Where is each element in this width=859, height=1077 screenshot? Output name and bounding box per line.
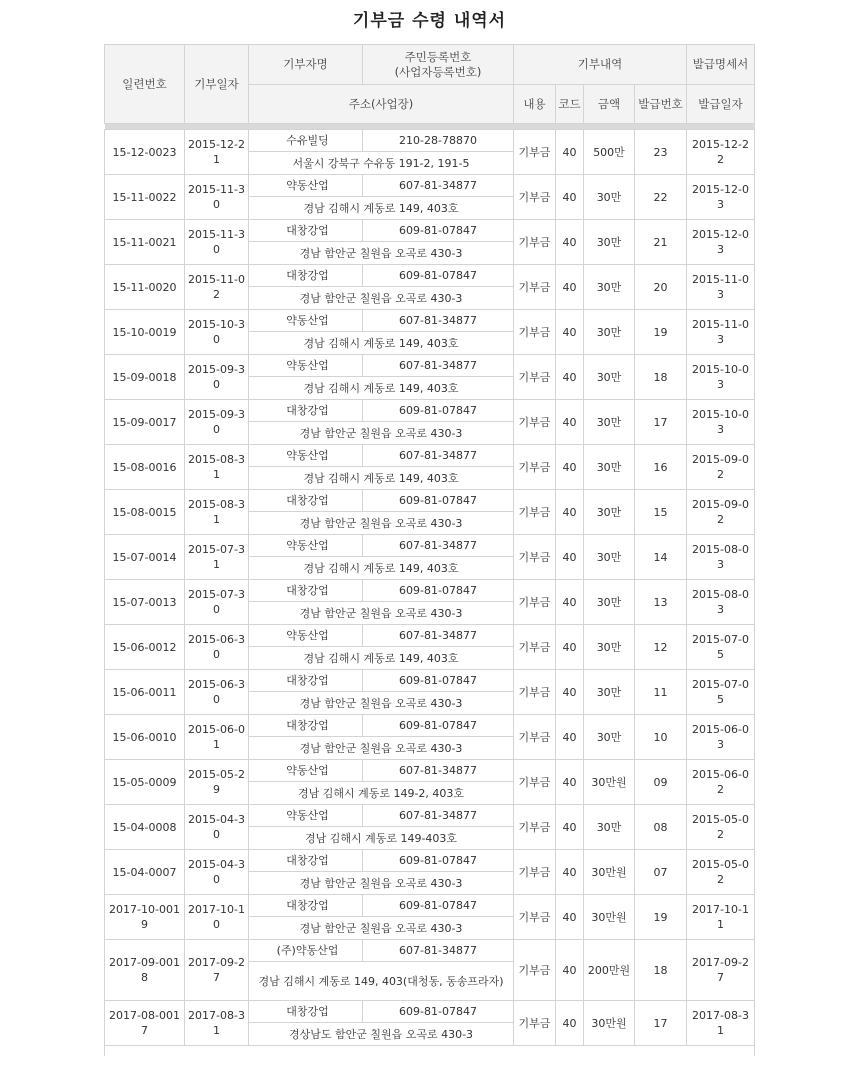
amount-cell: 30만	[584, 265, 635, 310]
amount-cell: 30만	[584, 445, 635, 490]
code-cell: 40	[556, 490, 584, 535]
issue-no-cell: 14	[635, 535, 687, 580]
date-cell: 2015-08-31	[185, 445, 249, 490]
reg-no-cell: 210-28-78870	[363, 130, 514, 152]
reg-no-cell: 607-81-34877	[363, 940, 514, 962]
address-cell: 경상남도 함안군 칠원읍 오곡로 430-3	[249, 1023, 514, 1046]
date-cell: 2015-05-29	[185, 760, 249, 805]
serial-cell: 15-06-0010	[105, 715, 185, 760]
reg-no-cell: 609-81-07847	[363, 895, 514, 917]
serial-cell: 15-09-0018	[105, 355, 185, 400]
content-cell: 기부금	[514, 670, 556, 715]
serial-cell: 2017-10-0019	[105, 895, 185, 940]
content-cell: 기부금	[514, 220, 556, 265]
issue-no-cell: 11	[635, 670, 687, 715]
issue-date-cell: 2015-06-02	[687, 760, 755, 805]
amount-cell: 30만	[584, 535, 635, 580]
table-row	[105, 490, 755, 512]
issue-date-cell: 2015-10-03	[687, 400, 755, 445]
amount-cell: 500만	[584, 130, 635, 175]
address-cell: 경남 김해시 계동로 149, 403호	[249, 332, 514, 355]
address-cell: 경남 김해시 계동로 149, 403호	[249, 557, 514, 580]
issue-no-cell: 09	[635, 760, 687, 805]
issue-no-cell: 19	[635, 895, 687, 940]
address-cell: 경남 함안군 칠원읍 오곡로 430-3	[249, 512, 514, 535]
address-cell: 경남 함안군 칠원읍 오곡로 430-3	[249, 872, 514, 895]
content-cell: 기부금	[514, 1001, 556, 1046]
donor-name-cell: 약동산업	[249, 625, 363, 647]
date-cell: 2015-12-21	[185, 130, 249, 175]
date-cell: 2015-08-31	[185, 490, 249, 535]
table-tail	[105, 1046, 755, 1057]
donor-name-cell: 대창강업	[249, 490, 363, 512]
code-cell: 40	[556, 940, 584, 1001]
issue-no-cell: 10	[635, 715, 687, 760]
content-cell: 기부금	[514, 805, 556, 850]
address-cell: 경남 김해시 계동로 149, 403호	[249, 197, 514, 220]
code-cell: 40	[556, 130, 584, 175]
address-cell: 경남 김해시 계동로 149, 403호	[249, 377, 514, 400]
content-cell: 기부금	[514, 760, 556, 805]
amount-cell: 30만	[584, 400, 635, 445]
table-row	[105, 310, 755, 332]
issue-no-cell: 08	[635, 805, 687, 850]
serial-cell: 15-06-0011	[105, 670, 185, 715]
table-row	[105, 355, 755, 377]
issue-no-cell: 19	[635, 310, 687, 355]
donor-name-cell: 대창강업	[249, 220, 363, 242]
issue-date-cell: 2015-05-02	[687, 805, 755, 850]
issue-date-cell: 2015-06-03	[687, 715, 755, 760]
content-cell: 기부금	[514, 940, 556, 1001]
address-cell: 경남 김해시 계동로 149-403호	[249, 827, 514, 850]
issue-no-cell: 18	[635, 940, 687, 1001]
donor-name-cell: 대창강업	[249, 670, 363, 692]
donor-name-cell: 대창강업	[249, 1001, 363, 1023]
content-cell: 기부금	[514, 400, 556, 445]
address-cell: 경남 함안군 칠원읍 오곡로 430-3	[249, 737, 514, 760]
address-cell: 경남 김해시 계동로 149, 403호	[249, 647, 514, 670]
date-cell: 2015-04-30	[185, 850, 249, 895]
address-cell: 경남 김해시 계동로 149, 403(대청동, 동송프라자)	[249, 962, 514, 1001]
date-cell: 2015-07-31	[185, 535, 249, 580]
issue-no-cell: 16	[635, 445, 687, 490]
table-header	[105, 45, 755, 130]
reg-no-cell: 607-81-34877	[363, 310, 514, 332]
date-cell: 2015-11-30	[185, 220, 249, 265]
reg-no-cell: 609-81-07847	[363, 400, 514, 422]
issue-no-cell: 23	[635, 130, 687, 175]
reg-no-cell: 609-81-07847	[363, 580, 514, 602]
reg-no-cell: 607-81-34877	[363, 625, 514, 647]
issue-date-cell: 2015-08-03	[687, 580, 755, 625]
amount-cell: 30만	[584, 625, 635, 670]
address-cell: 경남 함안군 칠원읍 오곡로 430-3	[249, 242, 514, 265]
issue-no-cell: 20	[635, 265, 687, 310]
code-cell: 40	[556, 670, 584, 715]
donor-name-cell: 약동산업	[249, 760, 363, 782]
table-row	[105, 1001, 755, 1023]
reg-no-cell: 607-81-34877	[363, 175, 514, 197]
content-cell: 기부금	[514, 625, 556, 670]
header-issue-no: 발급번호	[635, 85, 687, 124]
table-row	[105, 850, 755, 872]
date-cell: 2015-10-30	[185, 310, 249, 355]
date-cell: 2015-06-30	[185, 625, 249, 670]
donor-name-cell: 수유빌딩	[249, 130, 363, 152]
donor-name-cell: 대창강업	[249, 580, 363, 602]
table-row	[105, 265, 755, 287]
serial-cell: 15-08-0015	[105, 490, 185, 535]
issue-date-cell: 2015-07-05	[687, 670, 755, 715]
table-row	[105, 940, 755, 962]
content-cell: 기부금	[514, 310, 556, 355]
issue-date-cell: 2015-09-02	[687, 490, 755, 535]
issue-no-cell: 17	[635, 1001, 687, 1046]
amount-cell: 30만	[584, 715, 635, 760]
serial-cell: 15-04-0007	[105, 850, 185, 895]
issue-date-cell: 2015-05-02	[687, 850, 755, 895]
serial-cell: 15-10-0019	[105, 310, 185, 355]
serial-cell: 15-04-0008	[105, 805, 185, 850]
amount-cell: 30만	[584, 490, 635, 535]
address-cell: 경남 김해시 계동로 149-2, 403호	[249, 782, 514, 805]
code-cell: 40	[556, 310, 584, 355]
code-cell: 40	[556, 805, 584, 850]
code-cell: 40	[556, 355, 584, 400]
table-row	[105, 895, 755, 917]
document-title: 기부금 수령 내역서	[352, 11, 507, 31]
code-cell: 40	[556, 265, 584, 310]
content-cell: 기부금	[514, 715, 556, 760]
header-code: 코드	[556, 85, 584, 124]
table-body	[105, 130, 755, 1046]
issue-date-cell: 2017-08-31	[687, 1001, 755, 1046]
issue-date-cell: 2015-10-03	[687, 355, 755, 400]
serial-cell: 15-07-0013	[105, 580, 185, 625]
amount-cell: 30만원	[584, 850, 635, 895]
issue-no-cell: 21	[635, 220, 687, 265]
serial-cell: 15-11-0021	[105, 220, 185, 265]
amount-cell: 30만원	[584, 895, 635, 940]
amount-cell: 30만	[584, 175, 635, 220]
reg-no-cell: 609-81-07847	[363, 220, 514, 242]
serial-cell: 15-11-0020	[105, 265, 185, 310]
serial-cell: 15-11-0022	[105, 175, 185, 220]
reg-no-cell: 607-81-34877	[363, 805, 514, 827]
date-cell: 2017-09-27	[185, 940, 249, 1001]
issue-no-cell: 07	[635, 850, 687, 895]
address-cell: 경남 함안군 칠원읍 오곡로 430-3	[249, 917, 514, 940]
issue-date-cell: 2015-12-22	[687, 130, 755, 175]
donor-name-cell: 약동산업	[249, 535, 363, 557]
amount-cell: 30만	[584, 220, 635, 265]
table-row	[105, 715, 755, 737]
code-cell: 40	[556, 850, 584, 895]
table-row	[105, 805, 755, 827]
table-row	[105, 760, 755, 782]
address-cell: 경남 함안군 칠원읍 오곡로 430-3	[249, 692, 514, 715]
issue-date-cell: 2015-07-05	[687, 625, 755, 670]
donor-name-cell: 대창강업	[249, 895, 363, 917]
code-cell: 40	[556, 175, 584, 220]
amount-cell: 30만	[584, 310, 635, 355]
header-reg-no: 주민등록번호 (사업자등록번호)	[363, 45, 514, 85]
date-cell: 2015-09-30	[185, 400, 249, 445]
date-cell: 2015-07-30	[185, 580, 249, 625]
table-row	[105, 580, 755, 602]
reg-no-cell: 609-81-07847	[363, 715, 514, 737]
header-address: 주소(사업장)	[249, 85, 514, 124]
code-cell: 40	[556, 625, 584, 670]
serial-cell: 15-06-0012	[105, 625, 185, 670]
amount-cell: 200만원	[584, 940, 635, 1001]
reg-no-cell: 609-81-07847	[363, 850, 514, 872]
reg-no-cell: 609-81-07847	[363, 670, 514, 692]
amount-cell: 30만	[584, 670, 635, 715]
donor-name-cell: 대창강업	[249, 715, 363, 737]
reg-no-cell: 607-81-34877	[363, 535, 514, 557]
issue-no-cell: 17	[635, 400, 687, 445]
donor-name-cell: (주)약동산업	[249, 940, 363, 962]
header-issue-date: 발급일자	[687, 85, 755, 124]
issue-date-cell: 2015-11-03	[687, 310, 755, 355]
date-cell: 2015-11-02	[185, 265, 249, 310]
issue-date-cell: 2017-10-11	[687, 895, 755, 940]
donor-name-cell: 대창강업	[249, 400, 363, 422]
donation-receipt-table	[104, 44, 755, 1056]
reg-no-cell: 609-81-07847	[363, 490, 514, 512]
donor-name-cell: 약동산업	[249, 805, 363, 827]
content-cell: 기부금	[514, 490, 556, 535]
content-cell: 기부금	[514, 535, 556, 580]
date-cell: 2015-11-30	[185, 175, 249, 220]
reg-no-cell: 609-81-07847	[363, 1001, 514, 1023]
content-cell: 기부금	[514, 580, 556, 625]
header-details: 기부내역	[514, 45, 687, 85]
content-cell: 기부금	[514, 265, 556, 310]
address-cell: 경남 함안군 칠원읍 오곡로 430-3	[249, 287, 514, 310]
code-cell: 40	[556, 580, 584, 625]
issue-date-cell: 2015-11-03	[687, 265, 755, 310]
issue-no-cell: 18	[635, 355, 687, 400]
reg-no-cell: 607-81-34877	[363, 355, 514, 377]
date-cell: 2015-06-30	[185, 670, 249, 715]
amount-cell: 30만원	[584, 1001, 635, 1046]
code-cell: 40	[556, 535, 584, 580]
serial-cell: 15-07-0014	[105, 535, 185, 580]
donor-name-cell: 대창강업	[249, 265, 363, 287]
serial-cell: 15-12-0023	[105, 130, 185, 175]
address-cell: 경남 김해시 계동로 149, 403호	[249, 467, 514, 490]
issue-no-cell: 15	[635, 490, 687, 535]
issue-date-cell: 2017-09-27	[687, 940, 755, 1001]
address-cell: 서울시 강북구 수유동 191-2, 191-5	[249, 152, 514, 175]
table-row	[105, 625, 755, 647]
reg-no-cell: 607-81-34877	[363, 760, 514, 782]
date-cell: 2015-04-30	[185, 805, 249, 850]
header-donor-name: 기부자명	[249, 45, 363, 85]
code-cell: 40	[556, 715, 584, 760]
issue-no-cell: 13	[635, 580, 687, 625]
table-row	[105, 445, 755, 467]
donor-name-cell: 약동산업	[249, 445, 363, 467]
serial-cell: 2017-09-0018	[105, 940, 185, 1001]
issue-date-cell: 2015-12-03	[687, 175, 755, 220]
donor-name-cell: 약동산업	[249, 175, 363, 197]
reg-no-cell: 607-81-34877	[363, 445, 514, 467]
code-cell: 40	[556, 1001, 584, 1046]
code-cell: 40	[556, 445, 584, 490]
date-cell: 2015-09-30	[185, 355, 249, 400]
issue-no-cell: 12	[635, 625, 687, 670]
header-issue: 발급명세서	[687, 45, 755, 85]
serial-cell: 15-05-0009	[105, 760, 185, 805]
content-cell: 기부금	[514, 130, 556, 175]
content-cell: 기부금	[514, 175, 556, 220]
serial-cell: 15-08-0016	[105, 445, 185, 490]
reg-no-cell: 609-81-07847	[363, 265, 514, 287]
content-cell: 기부금	[514, 445, 556, 490]
header-date: 기부일자	[185, 45, 249, 124]
donor-name-cell: 약동산업	[249, 355, 363, 377]
code-cell: 40	[556, 400, 584, 445]
code-cell: 40	[556, 895, 584, 940]
table-row	[105, 400, 755, 422]
date-cell: 2015-06-01	[185, 715, 249, 760]
issue-date-cell: 2015-08-03	[687, 535, 755, 580]
code-cell: 40	[556, 760, 584, 805]
header-amount: 금액	[584, 85, 635, 124]
content-cell: 기부금	[514, 850, 556, 895]
table-row	[105, 535, 755, 557]
header-content: 내용	[514, 85, 556, 124]
serial-cell: 2017-08-0017	[105, 1001, 185, 1046]
amount-cell: 30만원	[584, 760, 635, 805]
issue-date-cell: 2015-12-03	[687, 220, 755, 265]
content-cell: 기부금	[514, 895, 556, 940]
table-row	[105, 220, 755, 242]
amount-cell: 30만	[584, 805, 635, 850]
serial-cell: 15-09-0017	[105, 400, 185, 445]
code-cell: 40	[556, 220, 584, 265]
table-row	[105, 130, 755, 152]
donor-name-cell: 약동산업	[249, 310, 363, 332]
address-cell: 경남 함안군 칠원읍 오곡로 430-3	[249, 602, 514, 625]
issue-no-cell: 22	[635, 175, 687, 220]
table-row	[105, 670, 755, 692]
header-serial: 일련번호	[105, 45, 185, 124]
content-cell: 기부금	[514, 355, 556, 400]
donor-name-cell: 대창강업	[249, 850, 363, 872]
amount-cell: 30만	[584, 355, 635, 400]
address-cell: 경남 함안군 칠원읍 오곡로 430-3	[249, 422, 514, 445]
table-row	[105, 175, 755, 197]
date-cell: 2017-08-31	[185, 1001, 249, 1046]
amount-cell: 30만	[584, 580, 635, 625]
issue-date-cell: 2015-09-02	[687, 445, 755, 490]
date-cell: 2017-10-10	[185, 895, 249, 940]
